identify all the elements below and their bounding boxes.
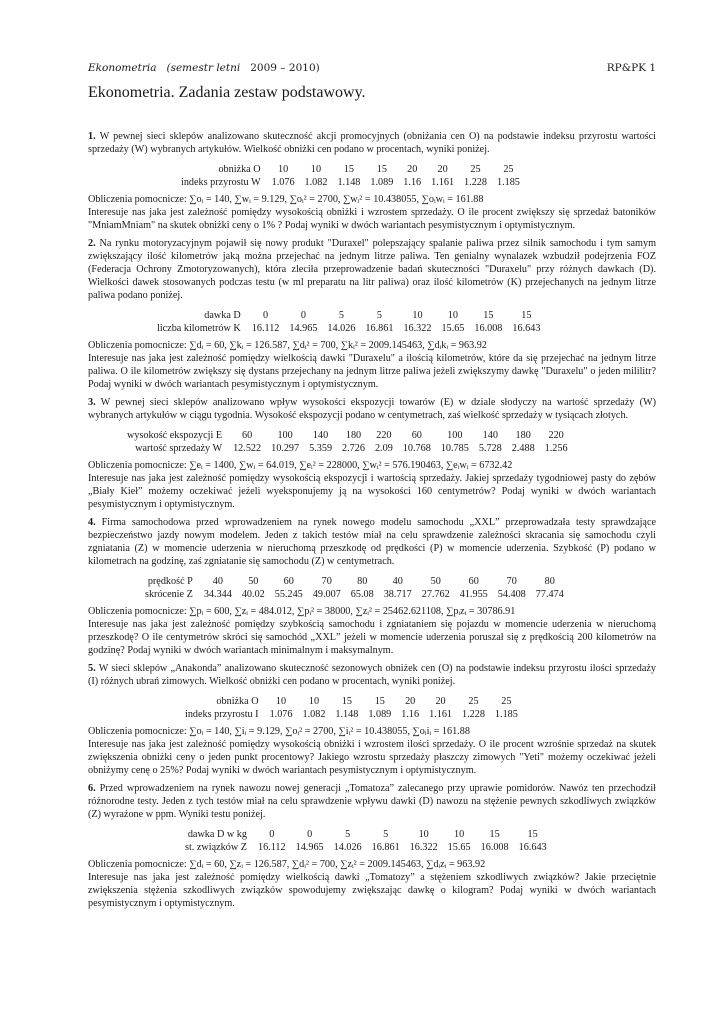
table-cell: 10 — [454, 829, 465, 840]
table-cell: 100 — [277, 430, 293, 441]
table-row — [180, 842, 552, 855]
task-6 — [88, 782, 656, 910]
task-number: 2. — [88, 238, 96, 249]
table-cell: 2.09 — [374, 442, 393, 454]
row-label: liczba kilometrów K — [157, 322, 241, 334]
table-cell: 2.726 — [342, 442, 365, 454]
table-cell: 0 — [300, 310, 306, 321]
row-label: skrócenie Z — [145, 588, 193, 600]
table-cell: 10 — [418, 829, 429, 840]
table-cell: 16.861 — [371, 841, 400, 853]
table-cell: 15 — [521, 310, 532, 321]
table-cell: 1.148 — [337, 176, 361, 188]
table-cell: 180 — [515, 430, 531, 441]
row-label: dawka D w kg — [187, 829, 247, 840]
table-row — [180, 709, 523, 722]
row-label: wysokość ekspozycji E — [127, 430, 223, 441]
table-cell: 60 — [468, 576, 479, 587]
table-cell: 27.762 — [421, 588, 450, 600]
table-cell: 1.089 — [370, 176, 394, 188]
table-row — [176, 177, 525, 190]
table-cell: 1.089 — [368, 708, 392, 720]
table-cell: 50 — [430, 576, 441, 587]
table-cell: 34.344 — [203, 588, 232, 600]
table-row — [122, 430, 573, 443]
row-label: obniżka O — [216, 696, 259, 707]
table-cell: 38.717 — [383, 588, 412, 600]
task-text — [88, 396, 656, 422]
task-2 — [88, 237, 656, 391]
task-1 — [88, 130, 656, 232]
table-cell: 220 — [376, 430, 392, 441]
table-cell: 1.161 — [431, 176, 455, 188]
row-label: indeks przyrostu W — [181, 176, 261, 188]
table-cell: 180 — [345, 430, 362, 441]
table-cell: 60 — [411, 430, 422, 441]
table-cell: 15.65 — [441, 322, 465, 334]
table-cell: 16.643 — [512, 322, 541, 334]
table-cell: 15 — [527, 829, 538, 840]
task-3 — [88, 396, 656, 511]
table-cell: 54.408 — [497, 588, 526, 600]
table-cell: 1.256 — [544, 442, 568, 454]
table-cell: 220 — [548, 430, 564, 441]
task-description: Firma samochodowa przed wprowadzeniem na rynek nowego modelu samochodu „XXL” przeprowadzała testy sprawdzające bezpieczeństwo jazdy nowym modelem. Jeden z takich testów miał na celu sprawdzenie zależności skracania się samochodu czyli zgniatania (Z) w momencie uderzenia w nieruchomą przeszkodę od prędkości (P) w momencie uderzenia. Szybkość (P) podano w kilometrach na godzinę, zaś zgniatanie się samochodu (Z) w centymetrach. — [88, 517, 656, 567]
table-cell: 10 — [308, 696, 320, 707]
table-cell: 1.228 — [464, 176, 487, 188]
table-row — [140, 576, 569, 589]
task-text — [88, 782, 656, 821]
task-description: W pewnej sieci sklepów analizowano skuteczność akcji promocyjnych (obniżania cen O) na podstawie indeksu przyrostu wartości sprzedaży (W) wybranych artykułów. Wielkość obniżki cen podano w procentach, wyniki poniżej. — [88, 131, 656, 155]
table-row — [140, 589, 569, 602]
task-number: 3. — [88, 397, 96, 408]
table-cell: 1.185 — [496, 176, 520, 188]
data-table — [122, 430, 573, 455]
data-table — [140, 576, 569, 601]
table-cell: 10 — [310, 164, 322, 175]
table-cell: 25 — [503, 164, 514, 175]
data-table — [180, 829, 552, 854]
table-cell: 0 — [307, 829, 313, 840]
table-cell: 0 — [263, 310, 269, 321]
table-cell: 10.297 — [271, 442, 300, 454]
table-cell: 15 — [483, 310, 494, 321]
table-cell: 1.16 — [403, 176, 422, 188]
table-cell: 10.768 — [402, 442, 431, 454]
table-cell: 80 — [357, 576, 368, 587]
table-cell: 1.082 — [302, 708, 326, 720]
task-text — [88, 130, 656, 156]
data-table — [180, 696, 523, 721]
table-cell: 20 — [435, 696, 446, 707]
row-label: wartość sprzedaży W — [135, 442, 223, 454]
task-question: Interesuje nas jaka jest zależność pomiędzy szybkością samochodu i zgniataniem się pojazdu w momencie uderzenia w nieruchomą przeszkodę? O ile centymetrów skróci się samochód „XXL” jeżeli w momencie uderzenia poruszał się z prędkością 200 kilometrów na godzinę? Podaj wyniki w dwóch wariantach minimalnym i maksymalnym. — [88, 619, 656, 656]
table-cell: 10 — [447, 310, 458, 321]
table-cell: 10 — [277, 164, 289, 175]
table-cell: 5 — [345, 829, 351, 840]
table-cell: 10 — [275, 696, 287, 707]
calculations: Obliczenia pomocnicze: ∑dᵢ = 60, ∑zᵢ = 126.587, ∑dᵢ² = 700, ∑zᵢ² = 2009.145463, ∑dᵢzᵢ = 963.92 — [88, 859, 486, 870]
table-cell: 41.955 — [459, 588, 488, 600]
task-question: Interesuje nas jaka jest zależność pomiędzy wysokością obniżki i wzrostem sprzedaży. O ile procent zwiększy się sprzedaż batoników "MniamMniam" na skutek obniżki ceny o 1% ? Podaj wyniki w dwóch wariantach pesymistycznym i optymistycznym. — [88, 207, 656, 231]
table-cell: 15.65 — [447, 841, 471, 853]
table-cell: 14.026 — [333, 841, 362, 853]
table-cell: 12.522 — [233, 442, 262, 454]
row-label: dawka D — [204, 310, 241, 321]
table-cell: 20 — [437, 164, 448, 175]
table-cell: 49.007 — [312, 588, 341, 600]
table-cell: 0 — [269, 829, 275, 840]
table-cell: 25 — [501, 696, 512, 707]
task-question: Interesuje nas jaka jest zależność pomiędzy wielkością dawki "Duraxelu" a ilością kilometrów, które da się przejechać na jednym litrze paliwa. O ile kilometrów zwiększy się dystans przejechany na jednym litrze paliwa jeżeli zwiększymy dawkę "Duraxelu" o jeden mililitr? Podaj wyniki w dwóch wariantach pesymistycznym i optymistycznym. — [88, 353, 656, 390]
data-table — [176, 164, 525, 189]
table-cell: 5.728 — [478, 442, 502, 454]
task-number: 4. — [88, 517, 96, 528]
task-question: Interesuje nas jaka jest zależność pomiędzy wysokością ekspozycji i wartością sprzedaży. Jakiej sprzedaży tygodniowej pasty do zębów „Biały Kieł” możemy oczekiwać jeżeli wyeksponujemy ją na wysokości 160 centymetrów? Podaj wyniki w dwóch wariantach pesymistycznym i optymistycznym. — [88, 473, 656, 510]
task-text — [88, 662, 656, 688]
table-cell: 60 — [241, 430, 253, 441]
table-cell: 1.148 — [335, 708, 359, 720]
table-cell: 16.861 — [365, 322, 394, 334]
page-title: Ekonometria. Zadania zestaw podstawowy. — [88, 84, 366, 101]
row-label: st. związków Z — [185, 841, 247, 853]
table-cell: 2.488 — [511, 442, 535, 454]
task-description: W pewnej sieci sklepów analizowano wpływ wysokości ekspozycji towarów (E) w dziale słodyczy na wartość sprzedaży (W) wybranych artykułów w ciągu tygodnia. Wysokość ekspozycji podano w centymetrach, zaś wielkość sprzedaży w tysiącach złotych. — [88, 397, 656, 421]
table-cell: 15 — [376, 164, 387, 175]
task-text — [88, 237, 656, 302]
table-cell: 15 — [374, 696, 385, 707]
task-5 — [88, 662, 656, 777]
table-row — [180, 696, 523, 709]
table-cell: 5 — [376, 310, 382, 321]
table-cell: 16.008 — [480, 841, 509, 853]
task-description: W sieci sklepów „Anakonda” analizowano skuteczność sezonowych obniżek cen (O) na podstawie indeksu przyrostu ilości sprzedaży (I) różnych ubrań zimowych. Wielkość obniżki cen podano w procentach, wyniki poniżej. — [88, 663, 656, 687]
table-row — [152, 310, 545, 323]
table-cell: 40 — [212, 576, 223, 587]
task-number: 6. — [88, 783, 96, 794]
task-text — [88, 516, 656, 568]
table-cell: 1.076 — [269, 708, 293, 720]
table-cell: 5 — [383, 829, 389, 840]
table-cell: 10.785 — [440, 442, 469, 454]
task-description: Przed wprowadzeniem na rynek nawozu nowej generacji „Tomatoza” zalecanego przy uprawie pomidorów. Nawóz ten przechodził różnorodne testy. Jeden z tych testów miał na celu sprawdzenie wpływu dawki (D) nawozu na stężenie pewnych szkodliwych związków (Z) wyrażone w ppm. Wyniki testu poniżej. — [88, 783, 656, 820]
table-cell: 16.008 — [474, 322, 503, 334]
data-table — [152, 310, 545, 335]
task-question: Interesuje nas jaka jest zależność pomiędzy wielkością dawki „Tomatozy” a stężeniem szkodliwych związków? Jakie przeciętnie zwiększenia stężenia szkodliwych związków spowodujemy zwiększając dawkę o kilogram? Podaj wyniki w dwóch wariantach pesymistycznym i optymistycznym. — [88, 872, 656, 909]
task-question: Interesuje nas jaka jest zależność pomiędzy wysokością obniżki i wzrostem ilości sprzedaży. O ile procent wzrośnie sprzedaż na skutek zwiększenia obniżki ceny o jeden punkt procentowy? Jakiego wzrostu sprzedaży płaszczy zimowych "Yeti" możemy oczekiwać jeżeli obniżymy cenę o 25%? Podaj wyniki w dwóch wariantach pesymistycznym i optymistycznym. — [88, 739, 656, 776]
table-cell: 1.076 — [271, 176, 295, 188]
calculations: Obliczenia pomocnicze: ∑oᵢ = 140, ∑wᵢ = 9.129, ∑oᵢ² = 2700, ∑wᵢ² = 10.438055, ∑oᵢwᵢ = 161.88 — [88, 194, 484, 205]
table-cell: 80 — [544, 576, 555, 587]
table-cell: 16.322 — [409, 841, 438, 853]
table-cell: 40.02 — [241, 588, 265, 600]
table-cell: 16.322 — [403, 322, 432, 334]
table-cell: 5 — [338, 310, 344, 321]
table-cell: 14.965 — [295, 841, 324, 853]
table-cell: 10 — [412, 310, 423, 321]
table-cell: 1.16 — [401, 708, 420, 720]
table-cell: 16.643 — [518, 841, 547, 853]
table-cell: 1.185 — [494, 708, 518, 720]
table-cell: 14.965 — [289, 322, 318, 334]
semester: (semestr letni — [166, 62, 241, 74]
table-row — [176, 164, 525, 177]
calculations: Obliczenia pomocnicze: ∑eᵢ = 1400, ∑wᵢ = 64.019, ∑eᵢ² = 228000, ∑wᵢ² = 576.190463, ∑eᵢwᵢ = 6732.42 — [88, 460, 513, 471]
table-cell: 25 — [468, 696, 479, 707]
task-list — [88, 130, 656, 915]
calculations: Obliczenia pomocnicze: ∑dᵢ = 60, ∑kᵢ = 126.587, ∑dᵢ² = 700, ∑kᵢ² = 2009.145463, ∑dᵢkᵢ = 963.92 — [88, 340, 487, 351]
row-label: indeks przyrostu I — [185, 708, 259, 720]
table-row — [180, 829, 552, 842]
table-cell: 70 — [506, 576, 517, 587]
page-header — [88, 62, 656, 74]
course-name: Ekonometria — [88, 62, 157, 74]
table-cell: 65.08 — [350, 588, 374, 600]
table-cell: 55.245 — [274, 588, 303, 600]
task-number: 5. — [88, 663, 96, 674]
table-cell: 140 — [482, 430, 498, 441]
table-row — [152, 323, 545, 336]
table-cell: 15 — [341, 696, 352, 707]
table-cell: 14.026 — [327, 322, 356, 334]
table-cell: 15 — [343, 164, 354, 175]
table-cell: 5.359 — [309, 442, 333, 454]
table-cell: 1.161 — [429, 708, 452, 720]
table-cell: 16.112 — [251, 322, 280, 334]
table-row — [122, 443, 573, 456]
table-cell: 15 — [489, 829, 500, 840]
table-cell: 25 — [470, 164, 481, 175]
table-cell: 77.474 — [535, 588, 564, 600]
header-left — [88, 62, 320, 74]
task-number: 1. — [88, 131, 96, 142]
table-cell: 1.228 — [462, 708, 485, 720]
table-cell: 20 — [407, 164, 418, 175]
table-cell: 16.112 — [257, 841, 286, 853]
table-cell: 140 — [312, 430, 329, 441]
table-cell: 70 — [321, 576, 332, 587]
table-cell: 50 — [248, 576, 259, 587]
table-cell: 100 — [447, 430, 463, 441]
calculations: Obliczenia pomocnicze: ∑pᵢ = 600, ∑zᵢ = 484.012, ∑pᵢ² = 38000, ∑zᵢ² = 25462.621108, ∑pᵢzᵢ = 30786.91 — [88, 606, 516, 617]
task-description: Na rynku motoryzacyjnym pojawił się nowy produkt "Duraxel" polepszający spalanie paliwa przez silnik samochodu i tym samym zwiększający ilość kilometrów jaką można przejechać na jednym litrze paliwa. Ten genialny wynalazek wzbudził podejrzenia FOZ (Federacja Ochrony Zmotoryzowanych), która zleciła przeprowadzenie badań skuteczności "Duraxelu" przy różnych dawkach (D). Wielkości dawek stosowanych podczas testu (w ml preparatu na litr paliwa) oraz ilość kilometrów (K) przejechanych na jednym litrze paliwa podano poniżej. — [88, 238, 656, 301]
header-right: RP&PK 1 — [606, 62, 656, 74]
table-cell: 20 — [405, 696, 416, 707]
table-cell: 60 — [283, 576, 294, 587]
row-label: prędkość P — [147, 576, 193, 587]
years: 2009 – 2010) — [250, 62, 320, 74]
table-cell: 40 — [392, 576, 403, 587]
calculations: Obliczenia pomocnicze: ∑oᵢ = 140, ∑iᵢ = 9.129, ∑oᵢ² = 2700, ∑iᵢ² = 10.438055, ∑oᵢiᵢ = 161.88 — [88, 726, 470, 737]
row-label: obniżka O — [218, 164, 261, 175]
task-4 — [88, 516, 656, 657]
table-cell: 1.082 — [304, 176, 328, 188]
